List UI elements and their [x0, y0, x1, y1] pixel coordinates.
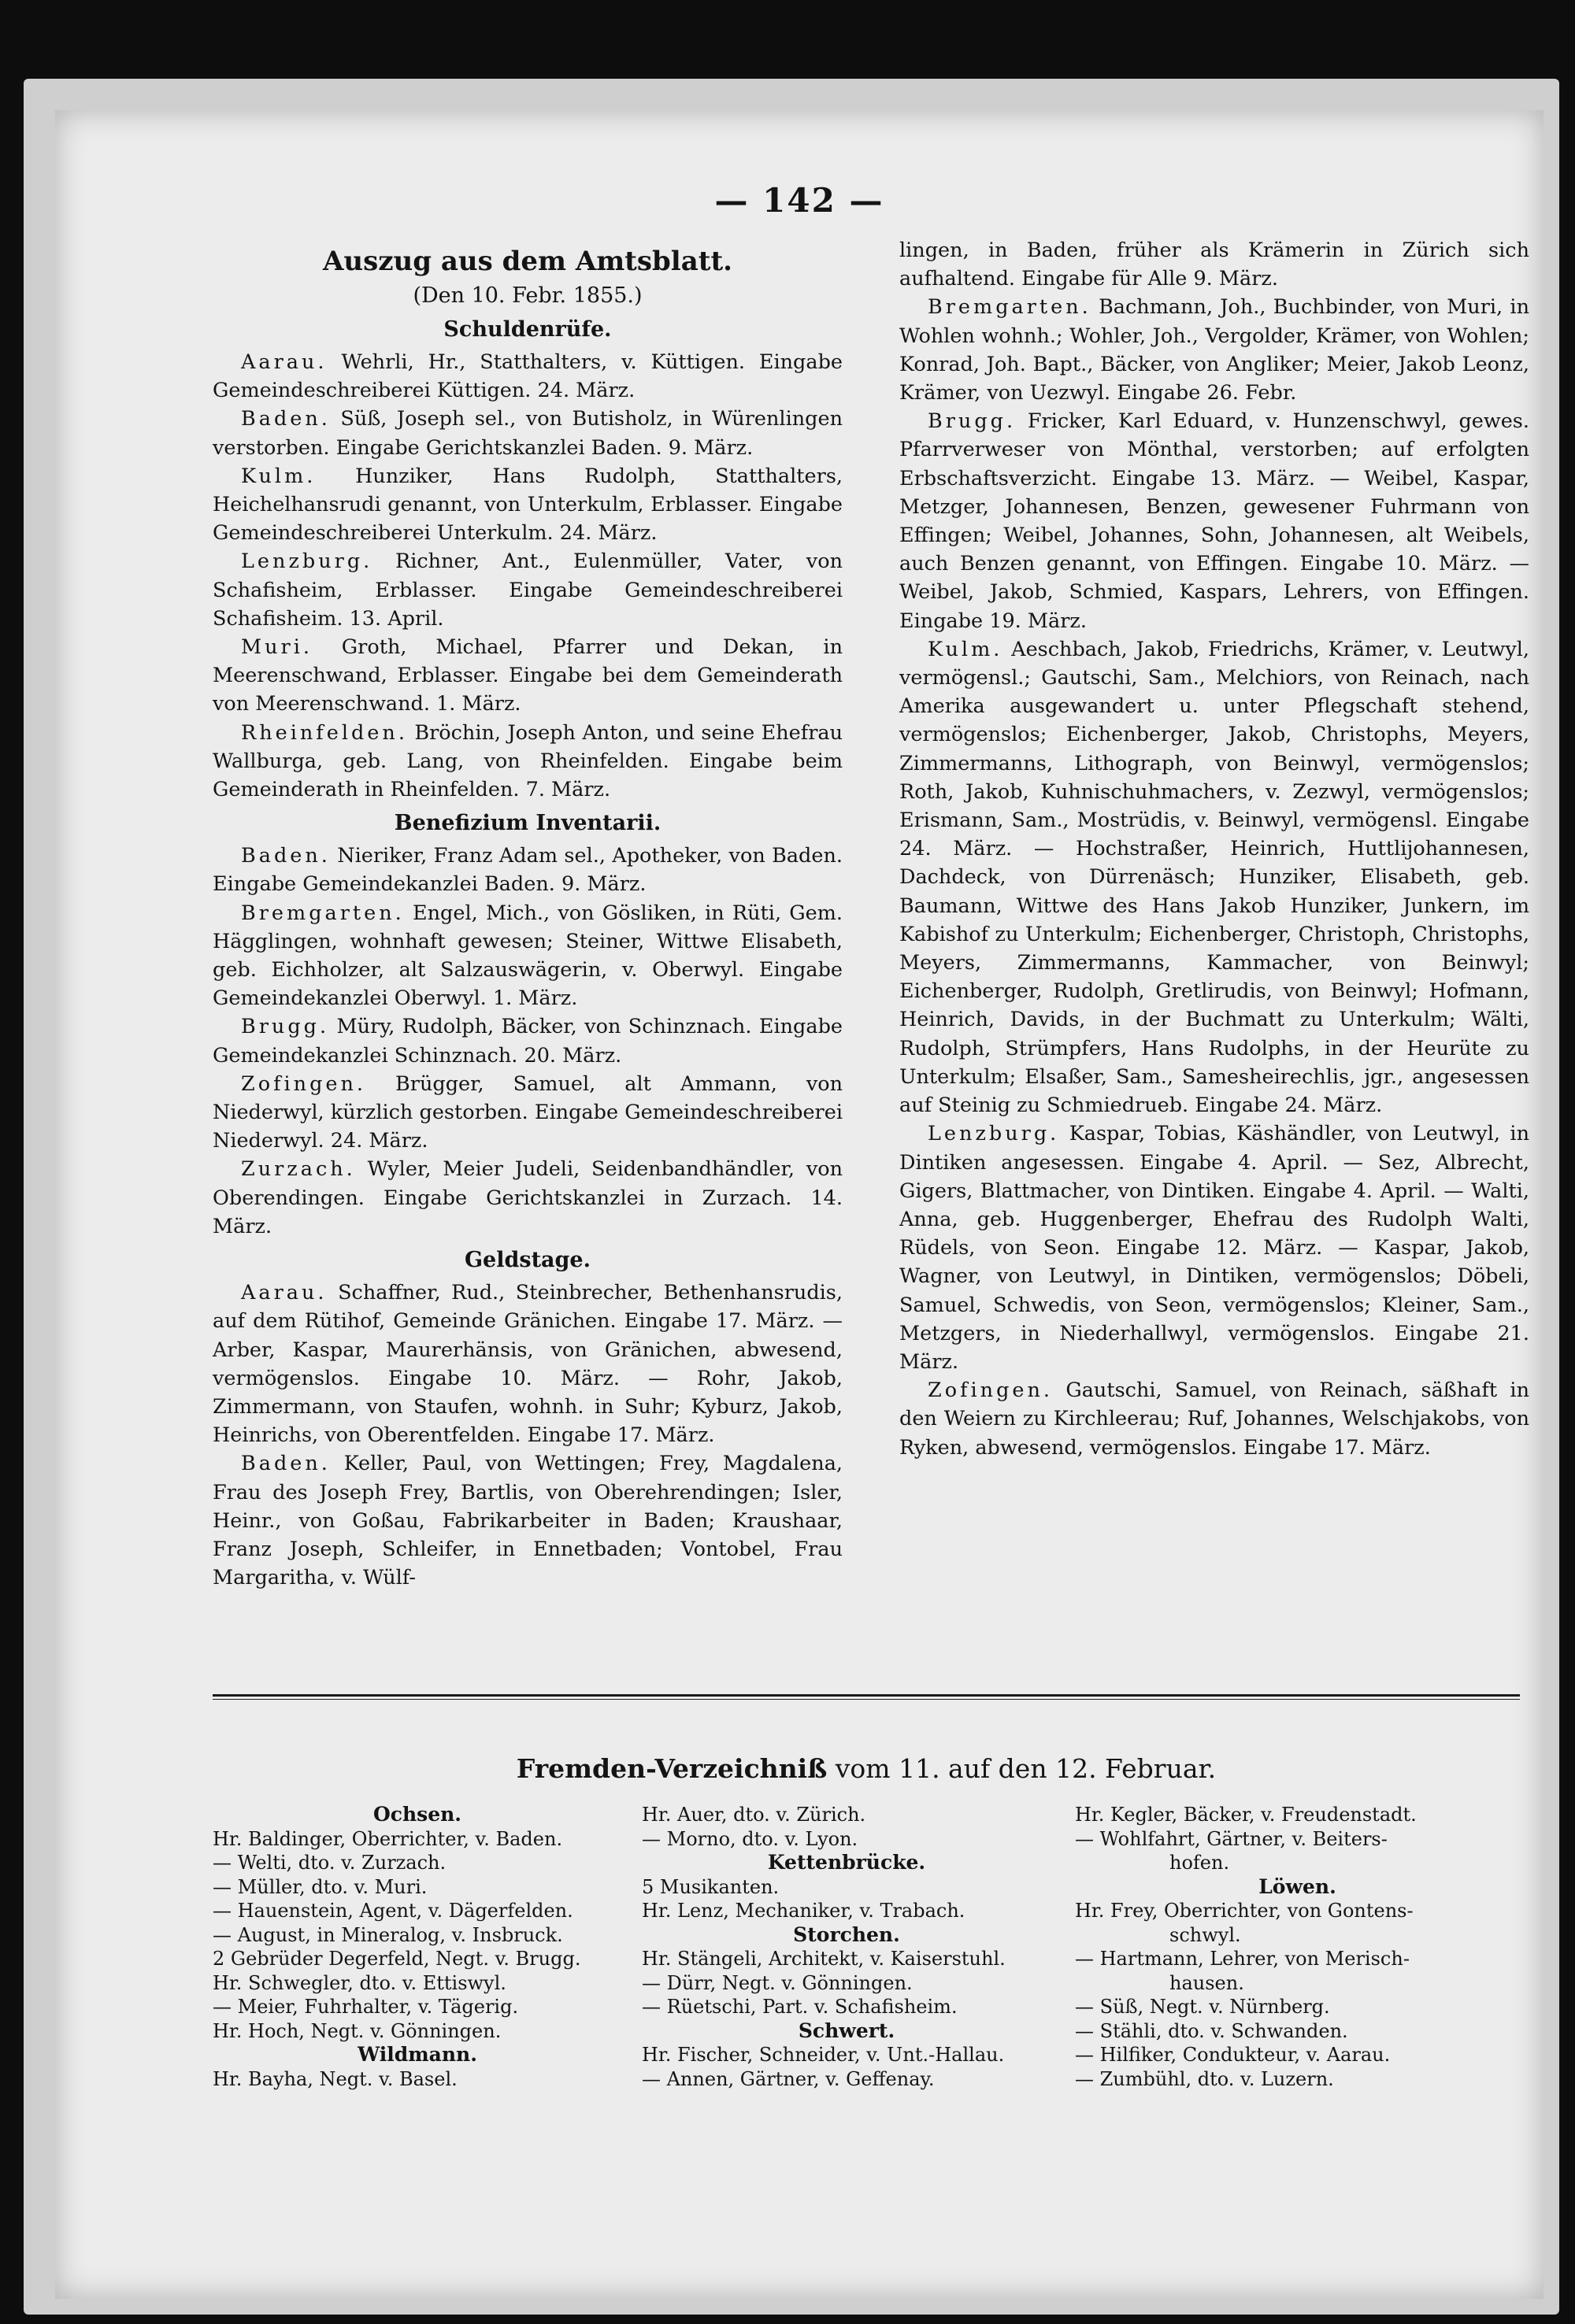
- entry-place: Brugg.: [928, 409, 1017, 434]
- notice-entry: [213, 719, 843, 805]
- guest-entry: — Welti, dto. v. Zurzach.: [213, 1852, 447, 1874]
- notice-entry: [213, 1012, 843, 1069]
- section-heading: Geldstage.: [465, 1248, 591, 1273]
- entry-place: Rheinfelden.: [241, 720, 408, 745]
- guest-entry: — August, in Mineralog, v. Insbruck.: [213, 1923, 563, 1946]
- entry-place: Zurzach.: [241, 1157, 356, 1182]
- guest-entry: — Müller, dto. v. Muri.: [213, 1875, 428, 1898]
- right-entries: [899, 293, 1529, 1461]
- hotel-name: Schwert.: [798, 2019, 895, 2042]
- left-sections: [213, 315, 843, 1592]
- entry-place: Aarau.: [241, 350, 328, 374]
- entry-place: Bremgarten.: [241, 901, 405, 925]
- notice-entry: [213, 405, 843, 461]
- guest-entry: — Stähli, dto. v. Schwanden.: [1075, 2019, 1348, 2042]
- entry-place: Baden.: [241, 407, 331, 431]
- notice-entry: [213, 633, 843, 719]
- newspaper-page: [55, 110, 1544, 2299]
- guest-entry: Hr. Lenz, Mechaniker, v. Trabach.: [642, 1900, 965, 1922]
- entry-place: Brugg.: [241, 1015, 330, 1039]
- entry-text: Hunziker, Hans Rudolph, Statthalters, Heichelhansrudi genannt, von Unterkulm, Erblasser. Eingabe Gemeindeschreiberei Unterkulm. 24. März.: [213, 464, 843, 546]
- left-column: [213, 236, 843, 1592]
- guest-entry: Hr. Auer, dto. v. Zürich.: [642, 1804, 866, 1826]
- entry-text: Fricker, Karl Eduard, v. Hunzenschwyl, gewes. Pfarrverweser von Mönthal, verstorben; auf erfolgten Erbschaftsverzicht. Eingabe 13. März. — Weibel, Kaspar, Metzger, Johannesen, Benzen, gewesener Fuhrmann von Effingen; Weibel, Johannes, Sohn, Johannesen, alt Weibels, auch Benzen genannt, von Effingen. Eingabe 10. März. — Weibel, Jakob, Schmied, Kaspars, Lehrers, von Effingen. Eingabe 19. März.: [899, 409, 1530, 633]
- hotel-name: Storchen.: [793, 1922, 900, 1946]
- entry-place: Muri.: [241, 635, 313, 660]
- notice-entry: [213, 348, 843, 405]
- guest-entry: schwyl.: [1169, 1923, 1241, 1946]
- guest-entry: Hr. Fischer, Schneider, v. Unt.-Hallau.: [642, 2044, 1005, 2066]
- separator-rule: [213, 1694, 1520, 1697]
- fremden-title-bold: Fremden-Verzeichniß: [516, 1753, 828, 1784]
- guest-entry: — Zumbühl, dto. v. Luzern.: [1075, 2067, 1334, 2090]
- entry-text: Müry, Rudolph, Bäcker, von Schinznach. Eingabe Gemeindekanzlei Schinznach. 20. März.: [213, 1015, 843, 1068]
- guest-entry: — Dürr, Negt. v. Gönningen.: [642, 1971, 913, 1994]
- fremden-title: [213, 1752, 1520, 1786]
- guest-entry: Hr. Baldinger, Oberrichter, v. Baden.: [213, 1827, 563, 1850]
- hotel-name: Ochsen.: [372, 1803, 462, 1826]
- guest-entry: 2 Gebrüder Degerfeld, Negt. v. Brugg.: [213, 1948, 581, 1970]
- entry-text: Keller, Paul, von Wettingen; Frey, Magdalena, Frau des Joseph Frey, Bartlis, von Oberehrendingen; Isler, Heinr., von Goßau, Fabrikarbeiter in Baden; Kraushaar, Franz Joseph, Schleifer, in Ennetbaden; Vontobel, Frau Margaritha, v. Wülf-: [213, 1452, 843, 1590]
- hotel-name: Löwen.: [1258, 1874, 1336, 1898]
- hotel-name: Wildmann.: [358, 2043, 477, 2066]
- entry-place: Kulm.: [241, 464, 317, 488]
- notice-entry: [213, 899, 843, 1013]
- entry-place: Zofingen.: [928, 1378, 1054, 1403]
- guest-entry: Hr. Stängeli, Architekt, v. Kaiserstuhl.: [642, 1948, 1006, 1970]
- notice-entry: [213, 1449, 843, 1592]
- entry-text: Bröchin, Joseph Anton, und seine Ehefrau Wallburga, geb. Lang, von Rheinfelden. Eingabe beim Gemeinderath in Rheinfelden. 7. März.: [213, 720, 843, 802]
- fremden-column-3: [1075, 1803, 1520, 2091]
- entry-text: Richner, Ant., Eulenmüller, Vater, von Schafisheim, Erblasser. Eingabe Gemeindeschreiberei Schafisheim. 13. April.: [213, 550, 843, 631]
- section-heading: Schuldenrüfe.: [443, 317, 612, 342]
- entry-place: Lenzburg.: [241, 550, 373, 574]
- guest-entry: — Annen, Gärtner, v. Geffenay.: [642, 2067, 935, 2090]
- guest-entry: Hr. Bayha, Negt. v. Basel.: [213, 2067, 458, 2090]
- entry-text: Aeschbach, Jakob, Friedrichs, Krämer, v. Leutwyl, vermögensl.; Gautschi, Sam., Melchiors, von Reinach, nach Amerika ausgewandert u. unter Pflegschaft stehend, vermögenslos; Eichenberger, Jakob, Christophs, Meyers, Zimmermanns, Lithograph, von Beinwyl, vermögenslos; Roth, Jakob, Kuhnischuhmachers, v. Zezwyl, vermögenslos; Erismann, Sam., Mostrüdis, v. Beinwyl, vermögensl. Eingabe 24. März. — Hochstraßer, Heinrich, Huttlijohannesen, Dachdeck, von Dürrenäsch; Hunziker, Elisabeth, geb. Baumann, Wittwe des Hans Jakob Hunziker, Junkern, im Kabishof zu Unterkulm; Eichenberger, Christoph, Christophs, Meyers, Zimmermanns, Kammacher, von Beinwyl; Eichenberger, Rudolph, Gretlirudis, von Beinwyl; Hofmann, Heinrich, Davids, in der Buchmatt zu Unterkulm; Wälti, Rudolph, Strümpfers, Hans Rudolphs, in der Heurüte zu Unterkulm; Elsaßer, Sam., Samesheirechlis, jgr., angesessen auf Steinig zu Schmiedrueb. Eingabe 24. März.: [899, 637, 1529, 1118]
- entry-text: Engel, Mich., von Gösliken, in Rüti, Gem. Hägglingen, wohnhaft gewesen; Steiner, Wittwe Elisabeth, geb. Eichholzer, alt Salzauswägerin, v. Oberwyl. Eingabe Gemeindekanzlei Oberwyl. 1. März.: [213, 901, 843, 1011]
- amtsblatt-title: Auszug aus dem Amtsblatt.: [323, 246, 732, 277]
- notice-entry: [899, 1376, 1529, 1462]
- guest-entry: — Morno, dto. v. Lyon.: [642, 1827, 858, 1850]
- guest-entry: — Hilfiker, Condukteur, v. Aarau.: [1075, 2044, 1391, 2066]
- entry-place: Bremgarten.: [928, 295, 1091, 320]
- page-number: — 142 —: [714, 181, 884, 220]
- right-column: [899, 236, 1529, 1462]
- amtsblatt-date: (Den 10. Febr. 1855.): [413, 283, 643, 308]
- text-columns: [213, 236, 1530, 1771]
- entry-text: Brügger, Samuel, alt Ammann, von Niederwyl, kürzlich gestorben. Eingabe Gemeindeschreiberei Niederwyl. 24. März.: [213, 1071, 843, 1153]
- separator-rule-thin: [213, 1699, 1520, 1700]
- entry-text: Süß, Joseph sel., von Butisholz, in Würenlingen verstorben. Eingabe Gerichtskanzlei Baden. 9. März.: [213, 407, 843, 460]
- guest-entry: Hr. Frey, Oberrichter, von Gontens-: [1075, 1900, 1414, 1922]
- notice-entry: [899, 407, 1529, 635]
- guest-entry: — Meier, Fuhrhalter, v. Tägerig.: [213, 1996, 519, 2018]
- guest-entry: Hr. Kegler, Bäcker, v. Freudenstadt.: [1075, 1804, 1417, 1826]
- notice-entry: [213, 462, 843, 548]
- notice-entry: [213, 547, 843, 633]
- guest-entry: — Rüetschi, Part. v. Schafisheim.: [642, 1996, 958, 2018]
- entry-text: Bachmann, Joh., Buchbinder, von Muri, in Wohlen wohnh.; Wohler, Joh., Vergolder, Krämer, von Wohlen; Konrad, Joh. Bapt., Bäcker, von Angliker; Meier, Jakob Leonz, Krämer, von Uezwyl. Eingabe 26. Febr.: [899, 295, 1529, 405]
- fremden-column-2: [642, 1803, 1051, 2091]
- entry-text: Wyler, Meier Judeli, Seidenbandhändler, von Oberendingen. Eingabe Gerichtskanzlei in Zurzach. 14. März.: [213, 1157, 843, 1238]
- notice-entry: [213, 1070, 843, 1156]
- section-heading: Benefizium Inventarii.: [394, 811, 662, 836]
- entry-text: Groth, Michael, Pfarrer und Dekan, in Meerenschwand, Erblasser. Eingabe bei dem Gemeinderath von Meerenschwand. 1. März.: [213, 635, 843, 716]
- notice-entry: [899, 293, 1529, 407]
- guest-entry: 5 Musikanten.: [642, 1875, 780, 1898]
- guest-entry: — Wohlfahrt, Gärtner, v. Beiters-: [1075, 1827, 1388, 1850]
- fremden-list: [213, 1803, 1520, 2244]
- notice-entry: [899, 635, 1529, 1119]
- entry-text: Wehrli, Hr., Statthalters, v. Küttigen. Eingabe Gemeindeschreiberei Küttigen. 24. März.: [213, 350, 843, 403]
- notice-entry: [213, 1279, 843, 1449]
- entry-place: Lenzburg.: [928, 1122, 1060, 1146]
- entry-place: Baden.: [241, 1452, 331, 1476]
- entry-text: Kaspar, Tobias, Käshändler, von Leutwyl, in Dintiken angesessen. Eingabe 4. April. — Sez, Albrecht, Gigers, Blattmacher, von Dintiken. Eingabe 4. April. — Walti, Anna, geb. Huggenberger, Ehefrau des Rudolph Walti, Rüdels, von Seon. Eingabe 12. März. — Kaspar, Jakob, Wagner, von Leutwyl, in Dintiken, vermögenslos; Döbeli, Samuel, Schwedis, von Seon, vermögenslos; Kleiner, Sam., Metzgers, in Niederhallwyl, vermögenslos. Eingabe 21. März.: [899, 1122, 1530, 1374]
- entry-place: Zofingen.: [241, 1071, 367, 1096]
- guest-entry: Hr. Schwegler, dto. v. Ettiswyl.: [213, 1971, 506, 1994]
- notice-entry: [213, 842, 843, 898]
- fremden-column-1: [213, 1803, 622, 2091]
- guest-entry: hausen.: [1169, 1971, 1244, 1994]
- guest-entry: Hr. Hoch, Negt. v. Gönningen.: [213, 2019, 502, 2042]
- guest-entry: — Süß, Negt. v. Nürnberg.: [1075, 1996, 1330, 2018]
- guest-entry: — Hauenstein, Agent, v. Dägerfelden.: [213, 1900, 573, 1922]
- entry-text: Nieriker, Franz Adam sel., Apotheker, von Baden. Eingabe Gemeindekanzlei Baden. 9. März.: [213, 844, 843, 897]
- guest-entry: hofen.: [1169, 1852, 1230, 1874]
- notice-entry: [213, 1155, 843, 1241]
- fremden-title-rest: vom 11. auf den 12. Februar.: [835, 1753, 1217, 1784]
- guest-entry: — Hartmann, Lehrer, von Merisch-: [1075, 1948, 1410, 1970]
- entry-place: Kulm.: [928, 637, 1003, 661]
- entry-place: Aarau.: [241, 1281, 328, 1305]
- entry-text: Gautschi, Samuel, von Reinach, säßhaft in den Weiern zu Kirchleerau; Ruf, Johannes, Welschjakobs, von Ryken, abwesend, vermögenslos. Eingabe 17. März.: [899, 1378, 1529, 1460]
- hotel-name: Kettenbrücke.: [767, 1851, 926, 1874]
- continuation-text: lingen, in Baden, früher als Krämerin in Zürich sich aufhaltend. Eingabe für Alle 9. März.: [899, 239, 1529, 291]
- entry-place: Baden.: [241, 844, 331, 868]
- entry-text: Schaffner, Rud., Steinbrecher, Bethenhansrudis, auf dem Rütihof, Gemeinde Gränichen. Eingabe 17. März. — Arber, Kaspar, Maurerhänsis, von Gränichen, abwesend, vermögenslos. Eingabe 10. März. — Rohr, Jakob, Zimmermann, von Staufen, wohnh. in Suhr; Kyburz, Jakob, Heinrichs, von Oberentfelden. Eingabe 17. März.: [213, 1281, 843, 1448]
- notice-entry: [899, 1119, 1529, 1376]
